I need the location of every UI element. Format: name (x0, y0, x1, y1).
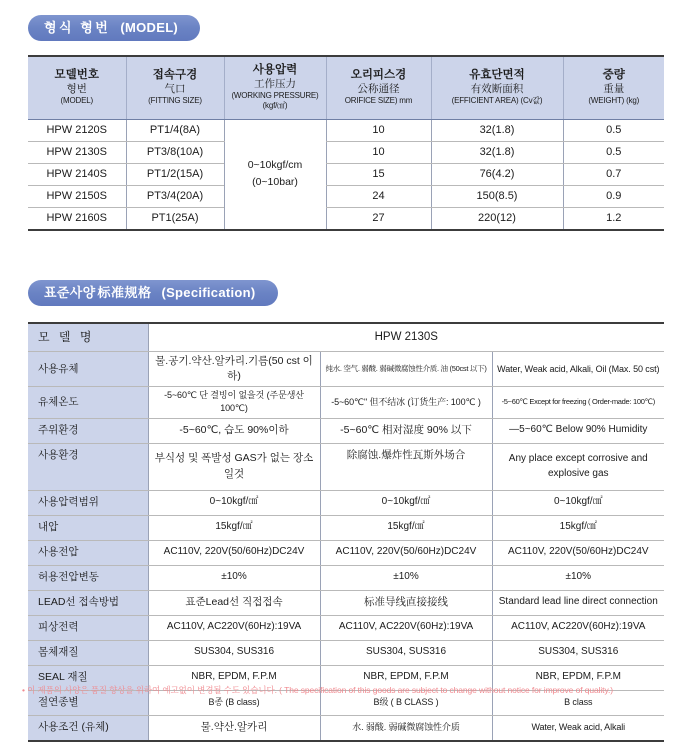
table-row (28, 387, 664, 418)
model-section-banner (28, 15, 200, 41)
pressure-line-2: (0~10bar) (252, 176, 298, 189)
spec-value-insulation-class-en: B class (492, 690, 664, 715)
spec-value-seal-material-ko: NBR, EPDM, F.P.M (148, 665, 320, 690)
table-row (28, 590, 664, 615)
model-table-container (28, 55, 664, 231)
table-row (28, 323, 664, 352)
spec-banner-chinese: 标准规格 (97, 285, 152, 300)
spec-label-usage-condition: 사용조건 (유체) (28, 715, 148, 741)
cell-model: HPW 2120S (28, 119, 126, 141)
spec-label-pressure-range: 사용압력범위 (28, 490, 148, 515)
header-line-ko: 사용압력 (252, 64, 298, 76)
cell-orifice: 10 (326, 119, 431, 141)
spec-value-usage-condition-cn: 水. 弱酸. 弱碱微腐蚀性介质 (320, 715, 492, 741)
table-row (28, 207, 664, 230)
model-header-model (28, 56, 126, 119)
model-banner-korean: 형식 형번 (44, 20, 111, 35)
spec-value-environment-ko: 부식성 및 폭발성 GAS가 없는 장소일것 (148, 443, 320, 490)
cell-fitting: PT3/4(20A) (126, 185, 224, 207)
model-banner-pill (28, 15, 200, 41)
table-row (28, 185, 664, 207)
spec-value-fluid-temp-ko: -5~60℃ 단 결빙이 없을것 (주문생산 100℃) (148, 387, 320, 418)
cell-area: 76(4.2) (431, 163, 563, 185)
header-line-en: (EFFICIENT AREA) (Cv값) (451, 96, 543, 106)
spec-value-pressure-range-ko: 0~10kgf/㎠ (148, 490, 320, 515)
cell-area: 220(12) (431, 207, 563, 230)
table-row (28, 615, 664, 640)
cell-model: HPW 2150S (28, 185, 126, 207)
specification-table (28, 322, 664, 742)
spec-value-body-material-ko: SUS304, SUS316 (148, 640, 320, 665)
model-header-efficient-area (431, 56, 563, 119)
spec-value-insulation-class-cn: B级 ( B CLASS ) (320, 690, 492, 715)
spec-label-voltage-tolerance: 허용전압변동 (28, 565, 148, 590)
table-row (28, 352, 664, 387)
spec-label-voltage: 사용전압 (28, 540, 148, 565)
model-banner-english: (MODEL) (120, 20, 179, 35)
cell-fitting: PT1(25A) (126, 207, 224, 230)
spec-value-fluid-en: Water, Weak acid, Alkali, Oil (Max. 50 cst) (492, 352, 664, 387)
spec-value-seal-material-cn: NBR, EPDM, F.P.M (320, 665, 492, 690)
header-line-en: (WORKING PRESSURE) (231, 91, 319, 101)
spec-label-body-material: 몸체재질 (28, 640, 148, 665)
spec-value-fluid-ko: 물.공기.약산.알카리.기름(50 cst 이하) (148, 352, 320, 387)
spec-value-fluid-temp-en: -5~60℃ Except for freezing ( Order-made: 100℃) (492, 387, 664, 418)
cell-area: 32(1.8) (431, 141, 563, 163)
spec-value-environment-en: Any place except corrosive and explosive gas (492, 443, 664, 490)
cell-orifice: 10 (326, 141, 431, 163)
cell-weight: 0.5 (563, 141, 664, 163)
cell-fitting: PT3/8(10A) (126, 141, 224, 163)
table-row (28, 141, 664, 163)
specification-table-container (28, 322, 664, 742)
spec-value-ambient-cn: -5~60℃ 相对湿度 90% 以下 (320, 418, 492, 443)
cell-model: HPW 2140S (28, 163, 126, 185)
spec-value-proof-pressure-cn: 15kgf/㎠ (320, 515, 492, 540)
cell-area: 32(1.8) (431, 119, 563, 141)
spec-value-insulation-class-ko: B종 (B class) (148, 690, 320, 715)
table-row (28, 119, 664, 141)
spec-value-voltage-tolerance-en: ±10% (492, 565, 664, 590)
spec-value-voltage-cn: AC110V, 220V(50/60Hz)DC24V (320, 540, 492, 565)
model-header-working-pressure (224, 56, 326, 119)
header-line-ko: 유효단면적 (469, 69, 525, 82)
cell-orifice: 27 (326, 207, 431, 230)
spec-value-apparent-power-ko: AC110V, AC220V(60Hz):19VA (148, 615, 320, 640)
spec-value-usage-condition-ko: 물.약산.알카리 (148, 715, 320, 741)
spec-value-ambient-ko: -5~60℃, 습도 90%이하 (148, 418, 320, 443)
table-row (28, 565, 664, 590)
spec-value-lead-connection-en: Standard lead line direct connection (492, 590, 664, 615)
spec-label-environment: 사용환경 (28, 443, 148, 490)
table-row (28, 490, 664, 515)
header-line-ko: 모델번호 (54, 69, 99, 82)
spec-label-fluid-temp: 유체온도 (28, 387, 148, 418)
spec-value-fluid-cn: 纯水. 空气. 弱酸. 弱碱微腐蚀性介质. 油 (50cst 以下) (320, 352, 492, 387)
spec-value-proof-pressure-ko: 15kgf/㎠ (148, 515, 320, 540)
spec-value-usage-condition-en: Water, Weak acid, Alkali (492, 715, 664, 741)
spec-value-pressure-range-en: 0~10kgf/㎠ (492, 490, 664, 515)
spec-value-voltage-tolerance-cn: ±10% (320, 565, 492, 590)
model-table-header-row (28, 56, 664, 119)
spec-value-seal-material-en: NBR, EPDM, F.P.M (492, 665, 664, 690)
header-line-cn: 有效断面积 (470, 82, 524, 95)
model-header-orifice-size (326, 56, 431, 119)
cell-weight: 0.5 (563, 119, 664, 141)
spec-value-ambient-en: —5~60℃ Below 90% Humidity (492, 418, 664, 443)
table-row (28, 443, 664, 490)
spec-label-proof-pressure: 내압 (28, 515, 148, 540)
model-header-fitting-size (126, 56, 224, 119)
cell-weight: 1.2 (563, 207, 664, 230)
spec-label-ambient: 주위환경 (28, 418, 148, 443)
specification-banner-pill (28, 280, 278, 306)
disclaimer-note: • 이 제품의 사양은 품질 향상을 위하여 예고없이 변경될 수도 있습니다. ( The specification of this goods are subject to change without notice for improve of quality.) (22, 685, 613, 695)
spec-value-apparent-power-en: AC110V, AC220V(60Hz):19VA (492, 615, 664, 640)
header-line-cn: 工作压力 (254, 77, 296, 90)
spec-value-environment-cn: 除腐蚀.爆炸性瓦斯外场合 (320, 443, 492, 490)
table-row (28, 715, 664, 741)
spec-value-fluid-temp-cn: -5~60℃" 但不结冰 (订货生产: 100℃ ) (320, 387, 492, 418)
spec-value-body-material-cn: SUS304, SUS316 (320, 640, 492, 665)
cell-fitting: PT1/2(15A) (126, 163, 224, 185)
table-row (28, 540, 664, 565)
table-row (28, 418, 664, 443)
cell-working-pressure (224, 119, 326, 230)
table-row (28, 163, 664, 185)
cell-weight: 0.7 (563, 163, 664, 185)
spec-value-body-material-en: SUS304, SUS316 (492, 640, 664, 665)
table-row (28, 515, 664, 540)
header-line-ko: 오리피스경 (350, 69, 407, 82)
cell-model: HPW 2130S (28, 141, 126, 163)
spec-label-insulation-class: 절연종별 (28, 690, 148, 715)
spec-value-apparent-power-cn: AC110V, AC220V(60Hz):19VA (320, 615, 492, 640)
cell-weight: 0.9 (563, 185, 664, 207)
spec-label-fluid: 사용유체 (28, 352, 148, 387)
header-line-cn: 气口 (164, 82, 186, 95)
table-row (28, 640, 664, 665)
header-line-ko: 접속구경 (152, 69, 198, 82)
header-line-en: (WEIGHT) (kg) (588, 96, 640, 106)
spec-label-model-name: 모 델 명 (28, 323, 148, 352)
cell-orifice: 24 (326, 185, 431, 207)
header-line-ko: 중량 (602, 69, 625, 82)
model-table (28, 55, 664, 231)
spec-label-apparent-power: 피상전력 (28, 615, 148, 640)
spec-value-lead-connection-ko: 표준Lead선 직접접속 (148, 590, 320, 615)
cell-model: HPW 2160S (46, 212, 108, 225)
cell-area: 150(8.5) (431, 185, 563, 207)
pressure-line-1: 0~10kgf/cm (247, 158, 303, 171)
spec-value-pressure-range-cn: 0~10kgf/㎠ (320, 490, 492, 515)
specification-section-banner (28, 280, 278, 306)
model-header-weight (563, 56, 664, 119)
header-line-en: (MODEL) (60, 96, 93, 106)
header-line-unit: (kgf/㎠) (262, 101, 288, 111)
cell-orifice: 15 (326, 163, 431, 185)
spec-value-proof-pressure-en: 15kgf/㎠ (492, 515, 664, 540)
spec-value-model-name: HPW 2130S (148, 323, 664, 352)
spec-value-voltage-tolerance-ko: ±10% (148, 565, 320, 590)
spec-banner-korean: 표준사양 (44, 285, 96, 300)
header-line-en: ORIFICE SIZE) mm (344, 96, 413, 106)
spec-label-seal-material: SEAL 재질 (28, 665, 148, 690)
spec-value-voltage-en: AC110V, 220V(50/60Hz)DC24V (492, 540, 664, 565)
header-line-en: (FITTING SIZE) (148, 96, 202, 106)
spec-value-voltage-ko: AC110V, 220V(50/60Hz)DC24V (148, 540, 320, 565)
spec-value-lead-connection-cn: 标准导线直接接线 (320, 590, 492, 615)
header-line-cn: 형번 (66, 82, 87, 95)
header-line-cn: 公称通径 (357, 82, 400, 95)
spec-label-lead-connection: LEAD선 접속방법 (28, 590, 148, 615)
header-line-cn: 重量 (603, 82, 625, 95)
spec-banner-english: (Specification) (161, 285, 256, 300)
cell-fitting: PT1/4(8A) (126, 119, 224, 141)
